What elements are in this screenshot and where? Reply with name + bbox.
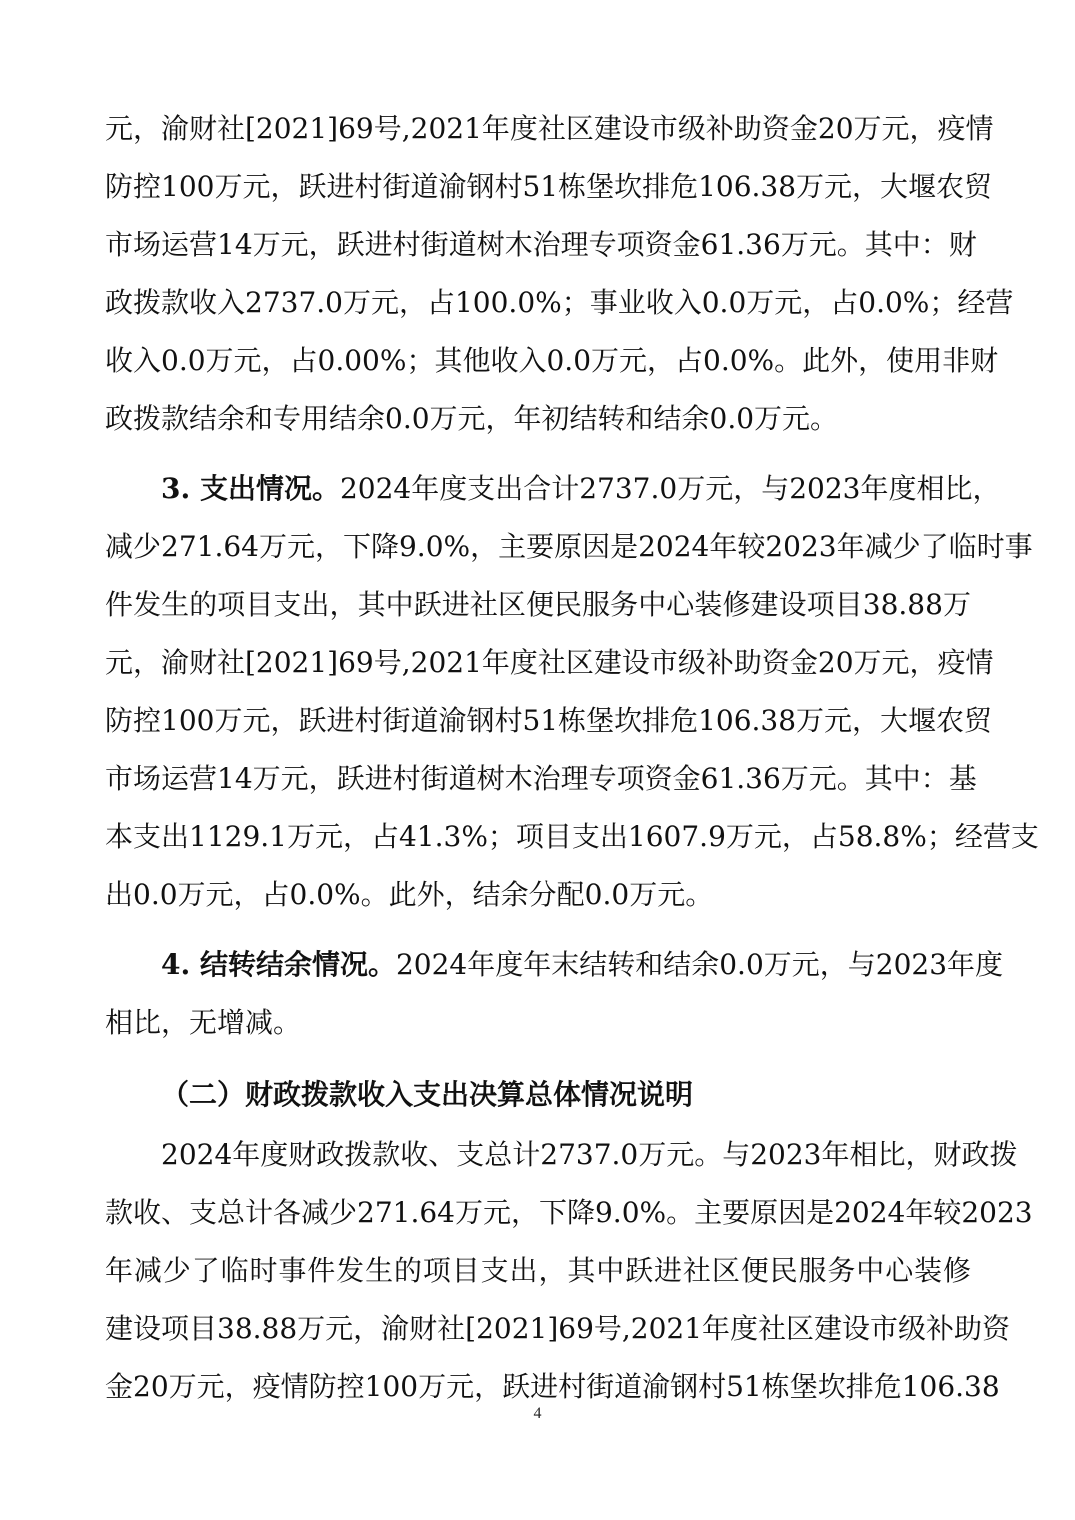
text-line: 元，渝财社[2021]69号,2021年度社区建设市级补助资金20万元，疫情 [105, 112, 994, 145]
text-line: 政拨款结余和专用结余0.0万元，年初结转和结余0.0万元。 [105, 402, 839, 435]
text-line: 防控100万元，跃进村街道渝钢村51栋堡坎排危106.38万元，大堰农贸 [105, 704, 993, 737]
section-heading-expenditure: 3. 支出情况。 [161, 472, 340, 505]
text-span: 2024年度年末结转和结余0.0万元，与2023年度 [395, 948, 1004, 981]
text-line: 市场运营14万元，跃进村街道树木治理专项资金61.36万元。其中：财 [105, 228, 977, 261]
text-line: 政拨款收入2737.0万元，占100.0%；事业收入0.0万元，占0.0%；经营 [105, 286, 1014, 319]
text-line: 建设项目38.88万元，渝财社[2021]69号,2021年度社区建设市级补助资 [105, 1312, 1011, 1345]
text-span: 2024年度支出合计2737.0万元，与2023年度相比， [339, 472, 1001, 505]
section-carryover [105, 936, 1004, 1052]
text-line: 出0.0万元，占0.0%。此外，结余分配0.0万元。 [105, 878, 714, 911]
text-line: 年减少了临时事件发生的项目支出，其中跃进社区便民服务中心装修 [105, 1254, 971, 1287]
text-line: 减少271.64万元，下降9.0%，主要原因是2024年较2023年减少了临时事 [105, 530, 1033, 563]
text-line: 相比，无增减。 [105, 1006, 302, 1039]
section-first-line [105, 936, 1004, 994]
subsection-heading: （二）财政拨款收入支出决算总体情况说明 [161, 1078, 694, 1111]
text-line: 本支出1129.1万元，占41.3%；项目支出1607.9万元，占58.8%；经营支 [105, 820, 1039, 853]
text-line: 收入0.0万元，占0.00%；其他收入0.0万元，占0.0%。此外，使用非财 [105, 344, 999, 377]
page-number: 4 [533, 1405, 542, 1422]
paragraph-income-summary [105, 100, 1014, 448]
text-line: 款收、支总计各减少271.64万元，下降9.0%。主要原因是2024年较2023 [105, 1196, 1033, 1229]
section-fiscal-overview [105, 1064, 1033, 1416]
text-line: 金20万元，疫情防控100万元，跃进村街道渝钢村51栋堡坎排危106.38 [105, 1370, 1000, 1403]
text-line: 防控100万元，跃进村街道渝钢村51栋堡坎排危106.38万元，大堰农贸 [105, 170, 993, 203]
text-line: 件发生的项目支出，其中跃进社区便民服务中心装修建设项目38.88万 [105, 588, 971, 621]
section-heading-carryover: 4. 结转结余情况。 [161, 948, 396, 981]
text-line: 元，渝财社[2021]69号,2021年度社区建设市级补助资金20万元，疫情 [105, 646, 994, 679]
section-first-line [105, 460, 1001, 518]
document-page [105, 100, 1039, 1416]
section-expenditure [105, 460, 1039, 924]
text-line: 2024年度财政拨款收、支总计2737.0万元。与2023年相比，财政拨 [161, 1138, 1018, 1171]
text-line: 市场运营14万元，跃进村街道树木治理专项资金61.36万元。其中：基 [105, 762, 977, 795]
